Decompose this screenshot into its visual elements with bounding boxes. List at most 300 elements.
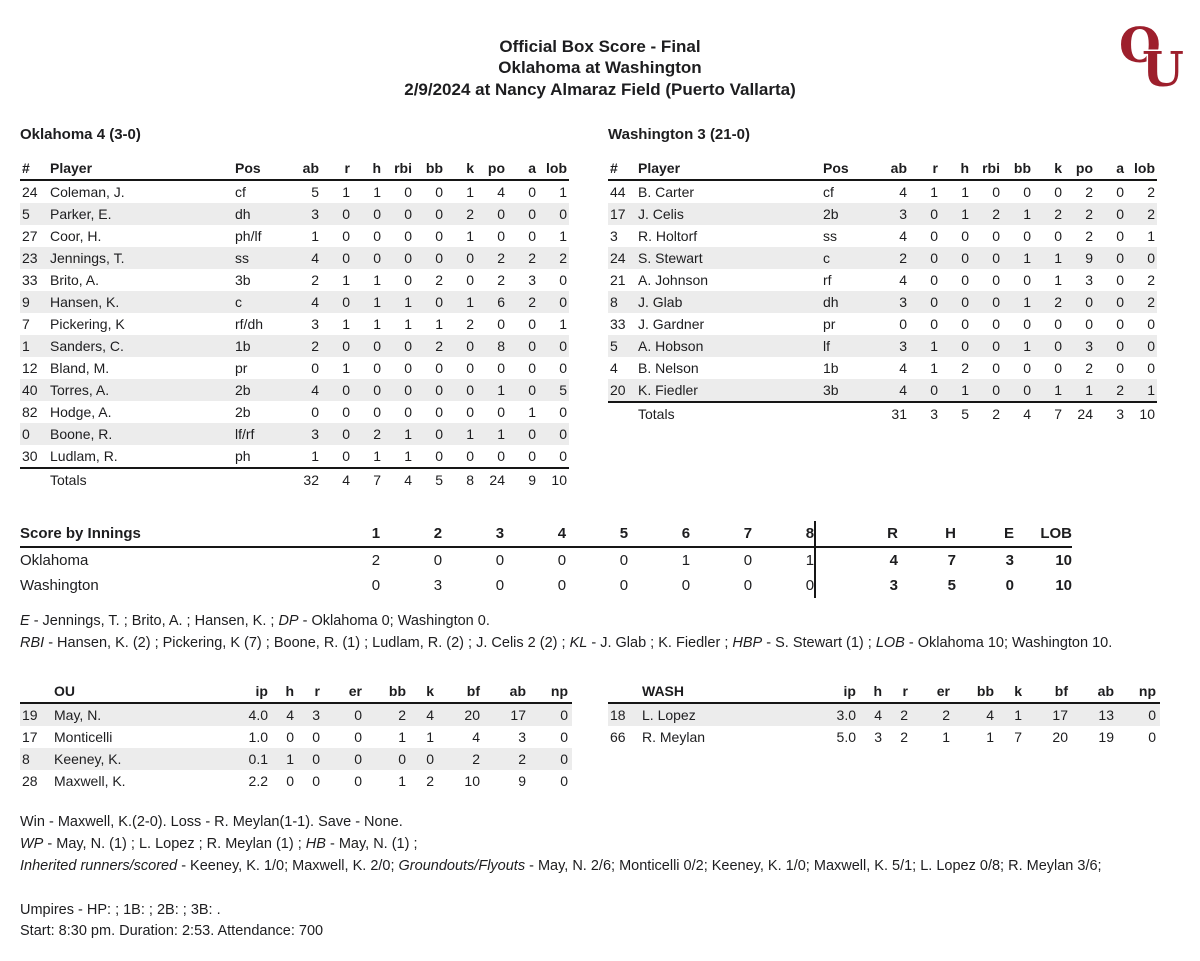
table-cell: 0 xyxy=(404,381,412,398)
table-cell: 3.0 xyxy=(836,707,856,724)
table-cell: 33 xyxy=(610,315,626,332)
table-cell: lf xyxy=(823,337,830,354)
table-row xyxy=(608,313,1157,335)
table-cell: 3 xyxy=(899,205,907,222)
table-cell: 1 xyxy=(961,205,969,222)
table-cell: a xyxy=(1116,159,1124,176)
table-cell: 0 xyxy=(1116,315,1124,332)
table-cell: 0 xyxy=(1023,381,1031,398)
table-cell: ip xyxy=(843,683,856,700)
table-cell: np xyxy=(550,683,568,700)
table-row xyxy=(608,225,1157,247)
table-cell: 0 xyxy=(1116,293,1124,310)
game-notes xyxy=(20,611,1180,655)
table-cell: 5 xyxy=(22,205,30,222)
table-cell: 0 xyxy=(435,227,443,244)
table-cell: k xyxy=(1014,683,1022,700)
table-cell: 4 xyxy=(899,183,907,200)
batting-header-row xyxy=(608,157,1157,181)
pitching-section xyxy=(20,680,1180,792)
table-cell: 9 xyxy=(1085,249,1093,266)
text-segment: - Oklahoma 0; Washington 0. xyxy=(298,612,490,629)
table-cell: 1 xyxy=(398,773,406,790)
text-segment: - May, N. 2/6; Monticelli 0/2; Keeney, K. 1/0; Maxwell, K. 5/1; L. Lopez 0/8; R. Meylan 3/6; xyxy=(525,857,1102,874)
table-cell: 0 xyxy=(466,381,474,398)
table-cell: Torres, A. xyxy=(50,381,110,398)
table-cell: Jennings, T. xyxy=(50,249,125,266)
table-cell: 3 xyxy=(874,729,882,746)
text-segment: - Oklahoma 10; Washington 10. xyxy=(904,634,1113,651)
table-cell: 5 xyxy=(435,471,443,488)
table-cell: 2 xyxy=(961,359,969,376)
table-cell: bb xyxy=(1013,159,1031,176)
table-cell: 3 xyxy=(311,425,319,442)
text-segment: Inherited runners/scored xyxy=(20,857,178,874)
table-cell: 2 xyxy=(1147,205,1155,222)
table-cell: lob xyxy=(546,159,567,176)
oklahoma-summary xyxy=(840,548,1072,573)
table-cell: 5 xyxy=(311,183,319,200)
table-row xyxy=(20,704,572,726)
table-cell: er xyxy=(936,683,950,700)
win-loss-save-line: Win - Maxwell, K.(2-0). Loss - R. Meylan(1-1). Save - None. xyxy=(20,814,403,831)
table-cell: 2 xyxy=(1116,381,1124,398)
table-cell: 1 xyxy=(1023,205,1031,222)
text-segment: - J. Glab ; K. Fiedler ; xyxy=(587,634,733,651)
table-cell xyxy=(233,472,290,488)
start-duration-attendance-line: Start: 8:30 pm. Duration: 2:53. Attendance: 700 xyxy=(20,923,324,940)
table-cell: 1 xyxy=(342,359,350,376)
table-cell: 4 xyxy=(426,707,434,724)
text-segment: E xyxy=(20,612,30,629)
table-cell: 8 xyxy=(466,471,474,488)
table-row xyxy=(20,291,569,313)
table-cell: 1 xyxy=(1014,707,1022,724)
table-cell: 1 xyxy=(1054,249,1062,266)
table-cell: 0 xyxy=(930,381,938,398)
table-cell: 0 xyxy=(435,403,443,420)
table-cell: LOB xyxy=(1040,524,1072,542)
washington-totals-row xyxy=(608,401,1157,425)
table-cell: 3 xyxy=(899,293,907,310)
table-cell: pr xyxy=(235,359,248,376)
table-cell: 0 xyxy=(1116,183,1124,200)
table-row xyxy=(20,379,569,401)
table-cell: 1 xyxy=(342,183,350,200)
table-cell: 8 xyxy=(22,751,30,768)
table-cell: 0 xyxy=(495,551,505,569)
table-cell: 0 xyxy=(961,293,969,310)
table-cell: 1 xyxy=(559,315,567,332)
table-cell: 2 xyxy=(1085,205,1093,222)
table-cell: 0 xyxy=(992,249,1000,266)
table-cell: 1 xyxy=(1023,249,1031,266)
table-cell: 9 xyxy=(518,773,526,790)
table-cell: Keeney, K. xyxy=(54,751,122,768)
table-cell: ab xyxy=(509,683,526,700)
table-row xyxy=(608,247,1157,269)
table-row xyxy=(20,203,569,225)
text-segment: RBI xyxy=(20,634,45,651)
table-cell: 0.1 xyxy=(248,751,268,768)
text-segment: KL xyxy=(569,634,588,651)
table-cell: h xyxy=(285,683,294,700)
table-cell: 0 xyxy=(371,576,381,594)
table-cell: 17 xyxy=(510,707,526,724)
table-cell: 4 xyxy=(986,707,994,724)
table-cell: 4 xyxy=(286,707,294,724)
table-cell: 2 xyxy=(371,551,381,569)
table-cell: B. Nelson xyxy=(638,359,699,376)
table-cell: 2 xyxy=(311,337,319,354)
table-cell: 10 xyxy=(1055,551,1072,569)
table-cell: 1 xyxy=(373,183,381,200)
table-cell: 0 xyxy=(342,447,350,464)
table-cell: po xyxy=(487,159,505,176)
table-cell: a xyxy=(528,159,536,176)
table-cell: 24 xyxy=(22,183,38,200)
table-cell: 0 xyxy=(681,576,691,594)
table-cell: 0 xyxy=(404,183,412,200)
table-cell: 10 xyxy=(1055,576,1072,594)
table-cell: 0 xyxy=(805,576,815,594)
table-cell: 6 xyxy=(497,293,505,310)
table-cell: 0 xyxy=(557,576,567,594)
table-cell: 0 xyxy=(342,425,350,442)
table-cell: 1 xyxy=(466,293,474,310)
table-row xyxy=(20,445,569,467)
table-cell: 7 xyxy=(947,551,956,569)
oklahoma-batting-table xyxy=(20,126,569,491)
table-cell: 0 xyxy=(961,271,969,288)
table-cell: 23 xyxy=(22,249,38,266)
table-cell: 32 xyxy=(303,471,319,488)
table-cell: 0 xyxy=(992,315,1000,332)
text-segment: - Hansen, K. (2) ; Pickering, K (7) ; Boone, R. (1) ; Ludlam, R. (2) ; J. Celis 2 (2) ; xyxy=(44,634,570,651)
table-cell: 17 xyxy=(1052,707,1068,724)
ou-pitching-rows xyxy=(20,704,572,792)
table-cell: rf xyxy=(823,271,832,288)
table-cell: S. Stewart xyxy=(638,249,703,266)
table-cell: 0 xyxy=(743,551,753,569)
table-cell: 0 xyxy=(404,249,412,266)
table-cell: rf/dh xyxy=(235,315,264,332)
table-cell: 0 xyxy=(1116,227,1124,244)
table-cell: 0 xyxy=(435,425,443,442)
table-cell: 0 xyxy=(899,315,907,332)
table-cell: 1 xyxy=(1023,337,1031,354)
table-cell: 1 xyxy=(371,524,381,542)
table-cell: 1 xyxy=(404,425,412,442)
summary-headers xyxy=(840,521,1072,546)
table-cell: 0 xyxy=(1147,337,1155,354)
table-cell: 2 xyxy=(559,249,567,266)
table-cell: J. Celis xyxy=(638,205,684,222)
table-cell: 0 xyxy=(1116,337,1124,354)
table-cell: 1 xyxy=(1023,293,1031,310)
table-cell: 0 xyxy=(22,425,30,442)
table-cell: 0 xyxy=(342,293,350,310)
table-cell xyxy=(821,406,878,422)
table-cell: 0 xyxy=(354,751,362,768)
table-cell: 0 xyxy=(1054,337,1062,354)
table-cell: 7 xyxy=(373,471,381,488)
wp-hb-line xyxy=(20,834,1180,856)
table-cell: 0 xyxy=(398,751,406,768)
table-row xyxy=(20,770,572,792)
table-cell: bf xyxy=(1054,683,1068,700)
table-cell: 2 xyxy=(1147,183,1155,200)
table-cell: 0 xyxy=(1147,359,1155,376)
table-cell: 0 xyxy=(286,773,294,790)
table-cell: 5 xyxy=(947,576,956,594)
table-cell: 1 xyxy=(1054,381,1062,398)
table-cell: 2 xyxy=(942,707,950,724)
table-cell: 4 xyxy=(342,471,350,488)
table-cell: 0 xyxy=(1085,315,1093,332)
oklahoma-totals-row xyxy=(20,467,569,491)
text-segment: - Keeney, K. 1/0; Maxwell, K. 2/0; xyxy=(177,857,399,874)
table-cell: 2 xyxy=(311,271,319,288)
table-cell: 0 xyxy=(1147,315,1155,332)
table-row xyxy=(20,423,569,445)
table-cell: ph/lf xyxy=(235,227,262,244)
table-cell: 0 xyxy=(559,293,567,310)
table-cell: 1 xyxy=(373,293,381,310)
text-segment: HBP xyxy=(732,634,763,651)
table-cell: 0 xyxy=(312,751,320,768)
table-cell: 3 xyxy=(1085,271,1093,288)
table-cell: 0 xyxy=(619,576,629,594)
table-cell: 1 xyxy=(1147,381,1155,398)
header-title: Official Box Score - Final xyxy=(499,37,701,56)
table-cell: 0 xyxy=(497,403,505,420)
table-cell: 0 xyxy=(404,227,412,244)
table-cell: OU xyxy=(54,683,75,700)
table-cell: ab xyxy=(1097,683,1114,700)
table-cell: 2b xyxy=(823,205,839,222)
washington-summary xyxy=(840,573,1072,598)
table-cell: 2 xyxy=(435,337,443,354)
table-cell: ab xyxy=(302,159,319,176)
table-cell: 3 xyxy=(889,576,898,594)
table-cell: 21 xyxy=(610,271,626,288)
table-cell: 1 xyxy=(342,315,350,332)
table-cell: 0 xyxy=(1116,249,1124,266)
text-segment: - S. Stewart (1) ; xyxy=(762,634,876,651)
washington-batting-rows xyxy=(608,181,1157,401)
table-cell: 3 xyxy=(1085,337,1093,354)
table-cell: 2 xyxy=(1054,205,1062,222)
table-cell: bf xyxy=(466,683,480,700)
table-cell: 1 xyxy=(435,315,443,332)
table-cell: 2.2 xyxy=(248,773,268,790)
table-cell: 3 xyxy=(610,227,618,244)
innings-team-name: Washington xyxy=(20,576,99,594)
table-cell: ip xyxy=(255,683,268,700)
table-cell: 13 xyxy=(1098,707,1114,724)
table-cell: 0 xyxy=(930,227,938,244)
table-cell: 3 xyxy=(311,315,319,332)
table-cell: 1 xyxy=(22,337,30,354)
table-row xyxy=(20,726,572,748)
box-score-header xyxy=(20,36,1180,100)
table-cell: 2 xyxy=(1054,293,1062,310)
table-cell: 1 xyxy=(426,729,434,746)
table-cell: Pickering, K xyxy=(50,315,125,332)
table-cell: 0 xyxy=(961,315,969,332)
table-cell: 1 xyxy=(373,447,381,464)
table-cell: 1 xyxy=(466,425,474,442)
table-cell: 0 xyxy=(557,551,567,569)
table-cell: 4 xyxy=(557,524,567,542)
washington-batting-table xyxy=(608,126,1157,491)
table-cell: 0 xyxy=(497,227,505,244)
table-cell: 4 xyxy=(311,249,319,266)
text-segment: Groundouts/Flyouts xyxy=(398,857,526,874)
table-cell: Brito, A. xyxy=(50,271,100,288)
table-cell: 0 xyxy=(930,315,938,332)
table-cell: 20 xyxy=(464,707,480,724)
table-cell: ss xyxy=(823,227,837,244)
table-cell: 5 xyxy=(961,405,969,422)
table-cell: ph xyxy=(235,447,251,464)
table-cell: 4 xyxy=(472,729,480,746)
table-cell: 1 xyxy=(942,729,950,746)
table-cell: 0 xyxy=(497,205,505,222)
table-cell: R. Meylan xyxy=(642,729,706,746)
table-cell: 1 xyxy=(1085,381,1093,398)
table-cell: 0 xyxy=(559,447,567,464)
table-cell: 3 xyxy=(1116,405,1124,422)
table-cell: 0 xyxy=(435,359,443,376)
table-cell: 28 xyxy=(22,773,38,790)
table-cell: 0 xyxy=(560,751,568,768)
table-cell: 0 xyxy=(930,205,938,222)
table-cell: 2 xyxy=(992,205,1000,222)
table-cell: # xyxy=(22,159,30,176)
table-cell: 0 xyxy=(528,227,536,244)
table-cell: 1 xyxy=(497,425,505,442)
table-cell: 0 xyxy=(961,337,969,354)
table-cell: Monticelli xyxy=(54,729,113,746)
innings-spacer xyxy=(816,573,840,598)
table-cell: 1 xyxy=(398,729,406,746)
table-cell: 0 xyxy=(354,773,362,790)
table-cell: 8 xyxy=(610,293,618,310)
table-cell xyxy=(20,472,48,488)
table-cell: 2 xyxy=(373,425,381,442)
text-segment: WP xyxy=(20,836,44,852)
table-cell: 2 xyxy=(528,249,536,266)
table-cell: Totals xyxy=(50,471,87,488)
table-cell: 18 xyxy=(610,707,626,724)
table-cell: 0 xyxy=(528,359,536,376)
table-cell: A. Hobson xyxy=(638,337,704,354)
table-cell: Coor, H. xyxy=(50,227,102,244)
text-segment: HB xyxy=(305,836,326,852)
table-cell: 0 xyxy=(930,293,938,310)
table-cell: 0 xyxy=(1054,183,1062,200)
table-cell: 2 xyxy=(900,707,908,724)
ou-pitching-table xyxy=(20,680,572,792)
logo-letter-u: U xyxy=(1142,42,1184,90)
table-cell: 0 xyxy=(528,183,536,200)
table-cell: 2 xyxy=(1085,227,1093,244)
table-row xyxy=(20,357,569,379)
table-cell xyxy=(608,406,636,422)
table-cell: 0 xyxy=(495,576,505,594)
table-cell: 9 xyxy=(528,471,536,488)
table-cell: r xyxy=(314,683,320,700)
table-cell: 0 xyxy=(466,337,474,354)
washington-team-title: Washington 3 (21-0) xyxy=(608,125,750,143)
table-cell: Maxwell, K. xyxy=(54,773,126,790)
table-cell: 0 xyxy=(992,183,1000,200)
table-cell: 0 xyxy=(560,729,568,746)
table-cell: 0 xyxy=(404,337,412,354)
table-cell: 0 xyxy=(528,381,536,398)
table-cell: 1 xyxy=(466,183,474,200)
table-row xyxy=(608,335,1157,357)
table-cell: 2 xyxy=(1147,271,1155,288)
table-cell: 0 xyxy=(497,359,505,376)
table-cell: R xyxy=(887,524,898,542)
table-cell: pr xyxy=(823,315,836,332)
table-cell: 2b xyxy=(235,381,251,398)
table-cell: 4 xyxy=(889,551,898,569)
table-cell: 3 xyxy=(312,707,320,724)
table-cell: r xyxy=(344,159,350,176)
table-cell: k xyxy=(466,159,474,176)
table-row xyxy=(608,291,1157,313)
table-cell: 0 xyxy=(528,315,536,332)
table-cell: 0 xyxy=(1054,227,1062,244)
table-cell: 0 xyxy=(559,359,567,376)
table-cell: lf/rf xyxy=(235,425,255,442)
table-cell: 0 xyxy=(992,337,1000,354)
table-cell: 82 xyxy=(22,403,38,420)
batting-section xyxy=(20,126,1180,491)
table-cell: 5.0 xyxy=(836,729,856,746)
innings-spacer xyxy=(816,521,840,546)
table-cell: 0 xyxy=(559,403,567,420)
table-cell: Pos xyxy=(823,159,849,176)
table-cell: H xyxy=(945,524,956,542)
table-cell: 2 xyxy=(433,524,443,542)
table-cell: 1 xyxy=(805,551,815,569)
table-cell: 1b xyxy=(823,359,839,376)
table-cell: cf xyxy=(823,183,834,200)
table-cell: 2 xyxy=(497,249,505,266)
table-cell: Hansen, K. xyxy=(50,293,120,310)
table-cell: 0 xyxy=(930,271,938,288)
table-cell: E xyxy=(1003,524,1014,542)
table-cell: B. Carter xyxy=(638,183,695,200)
table-cell: 0 xyxy=(1023,315,1031,332)
table-cell: 19 xyxy=(1098,729,1114,746)
table-cell: 0 xyxy=(528,447,536,464)
table-cell: 0 xyxy=(373,403,381,420)
table-cell: 0 xyxy=(992,381,1000,398)
table-cell: 4 xyxy=(404,471,412,488)
table-cell: 0 xyxy=(342,249,350,266)
table-cell: 12 xyxy=(22,359,38,376)
table-cell: 2 xyxy=(528,293,536,310)
table-cell: 0 xyxy=(1147,249,1155,266)
table-cell: 0 xyxy=(435,381,443,398)
table-cell: 3b xyxy=(235,271,251,288)
